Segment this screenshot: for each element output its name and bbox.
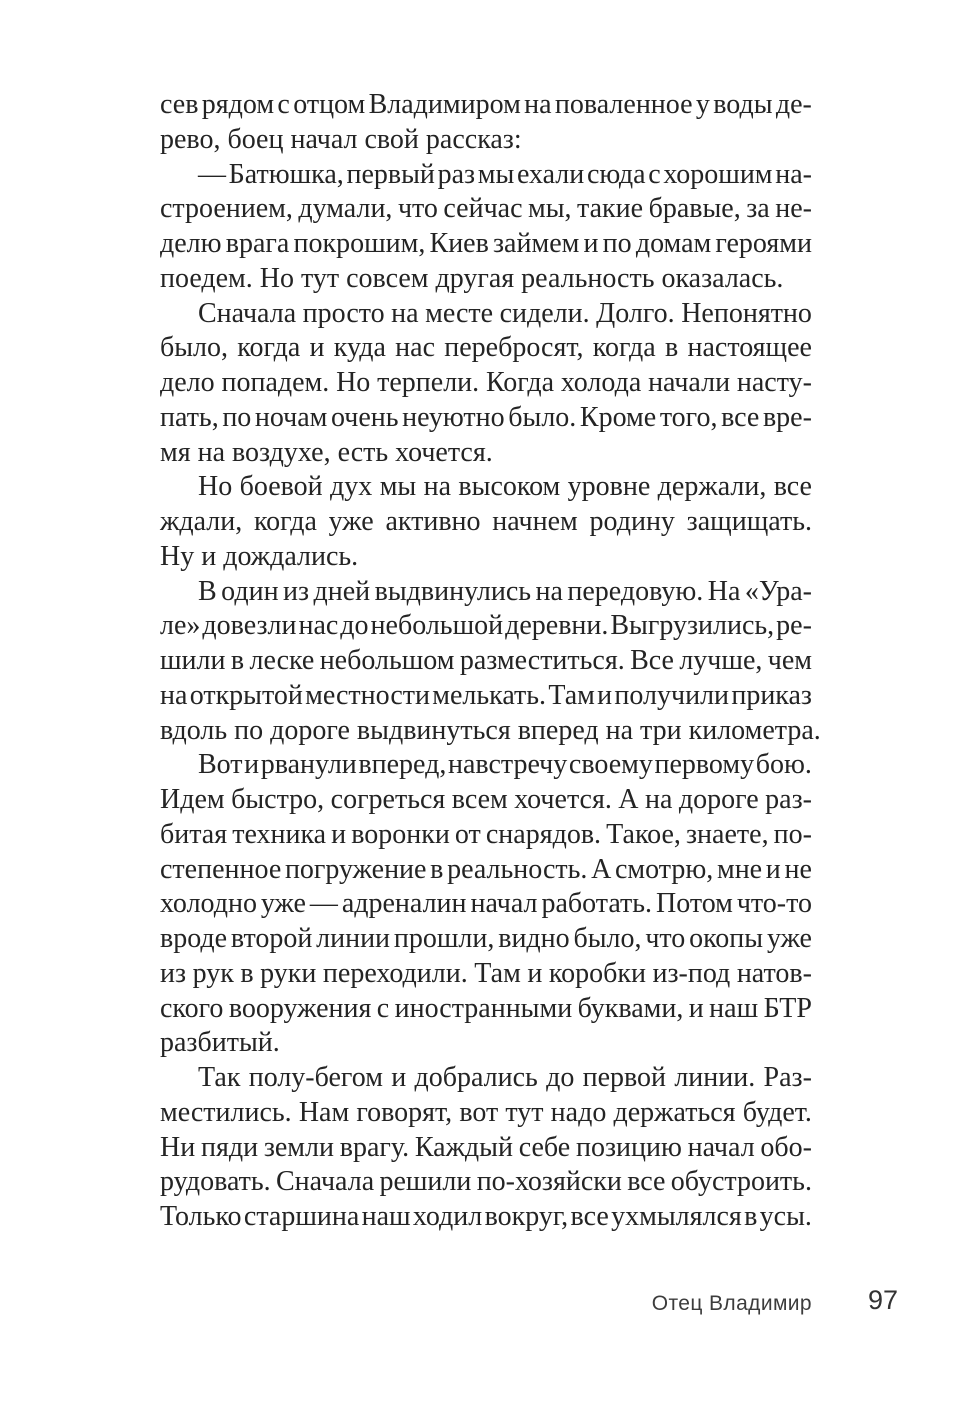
text-line: ле» довезли нас до небольшой деревни. Выгрузились, ре- bbox=[160, 610, 812, 642]
text-line: вдоль по дороге выдвинуться вперед на три километра. bbox=[160, 714, 821, 746]
text-line: строением, думали, что сейчас мы, такие бравые, за не- bbox=[160, 193, 812, 225]
text-line: мя на воздухе, есть хочется. bbox=[160, 436, 493, 468]
text-line: местились. Нам говорят, вот тут надо держаться будет. bbox=[160, 1096, 812, 1128]
text-line: Вот и рванули вперед, навстречу своему первому бою. bbox=[198, 749, 812, 781]
text-line: степенное погружение в реальность. А смотрю, мне и не bbox=[160, 853, 812, 885]
text-line: битая техника и воронки от снарядов. Такое, знаете, по- bbox=[160, 818, 812, 850]
text-line: Но боевой дух мы на высоком уровне держали, все bbox=[198, 471, 812, 503]
paragraph bbox=[160, 470, 812, 574]
text-line: шили в леске небольшом разместиться. Все лучше, чем bbox=[160, 645, 812, 676]
text-line: разбитый. bbox=[160, 1027, 280, 1059]
text-line: Идем быстро, согреться всем хочется. А на дороге раз- bbox=[160, 784, 812, 815]
paragraph bbox=[160, 297, 812, 471]
text-line: рево, боец начал свой рассказ: bbox=[160, 123, 522, 155]
text-line: Ну и дождались. bbox=[160, 540, 359, 572]
text-line: Ни пяди земли врагу. Каждый себе позицию начал обо- bbox=[160, 1131, 812, 1163]
footer-running-title: Отец Владимир bbox=[651, 1292, 812, 1315]
text-line: Сначала просто на месте сидели. Долго. Непонятно bbox=[198, 297, 812, 329]
text-line: на открытой местности мелькать. Там и получили приказ bbox=[160, 679, 812, 711]
text-line: — Батюшка, первый раз мы ехали сюда с хорошим на- bbox=[198, 158, 812, 190]
text-line: было, когда и куда нас перебросят, когда в настоящее bbox=[160, 332, 812, 364]
text-line: пать, по ночам очень неуютно было. Кроме того, все вре- bbox=[160, 401, 812, 433]
text-line: В один из дней выдвинулись на передовую. На «Ура- bbox=[198, 575, 812, 607]
text-line: дело попадем. Но терпели. Когда холода начали насту- bbox=[160, 367, 812, 398]
text-line: делю врага покрошим, Киев займем и по домам героями bbox=[160, 228, 812, 259]
paragraph bbox=[160, 575, 821, 749]
text-line: ждали, когда уже активно начнем родину защищать. bbox=[160, 506, 812, 537]
text-line: Так полу-бегом и добрались до первой линии. Раз- bbox=[198, 1062, 812, 1093]
text-line: сев рядом с отцом Владимиром на поваленное у воды де- bbox=[160, 89, 812, 120]
paragraph bbox=[160, 158, 812, 297]
text-line: поедем. Но тут совсем другая реальность оказалась. bbox=[160, 262, 784, 294]
paragraph bbox=[160, 88, 812, 158]
text-line: холодно уже — адреналин начал работать. Потом что-то bbox=[160, 888, 812, 920]
text-line: Только старшина наш ходил вокруг, все ухмылялся в усы. bbox=[160, 1201, 812, 1232]
text-line: ского вооружения с иностранными буквами, и наш БТР bbox=[160, 992, 812, 1024]
page-text-block bbox=[160, 88, 821, 1235]
text-line: из рук в руки переходили. Там и коробки из-под натов- bbox=[160, 957, 812, 989]
text-line: вроде второй линии прошли, видно было, что окопы уже bbox=[160, 923, 812, 954]
text-line: рудовать. Сначала решили по-хозяйски все обустроить. bbox=[160, 1166, 812, 1198]
page-number: 97 bbox=[868, 1285, 899, 1315]
paragraph bbox=[160, 1061, 812, 1235]
paragraph bbox=[160, 748, 812, 1061]
